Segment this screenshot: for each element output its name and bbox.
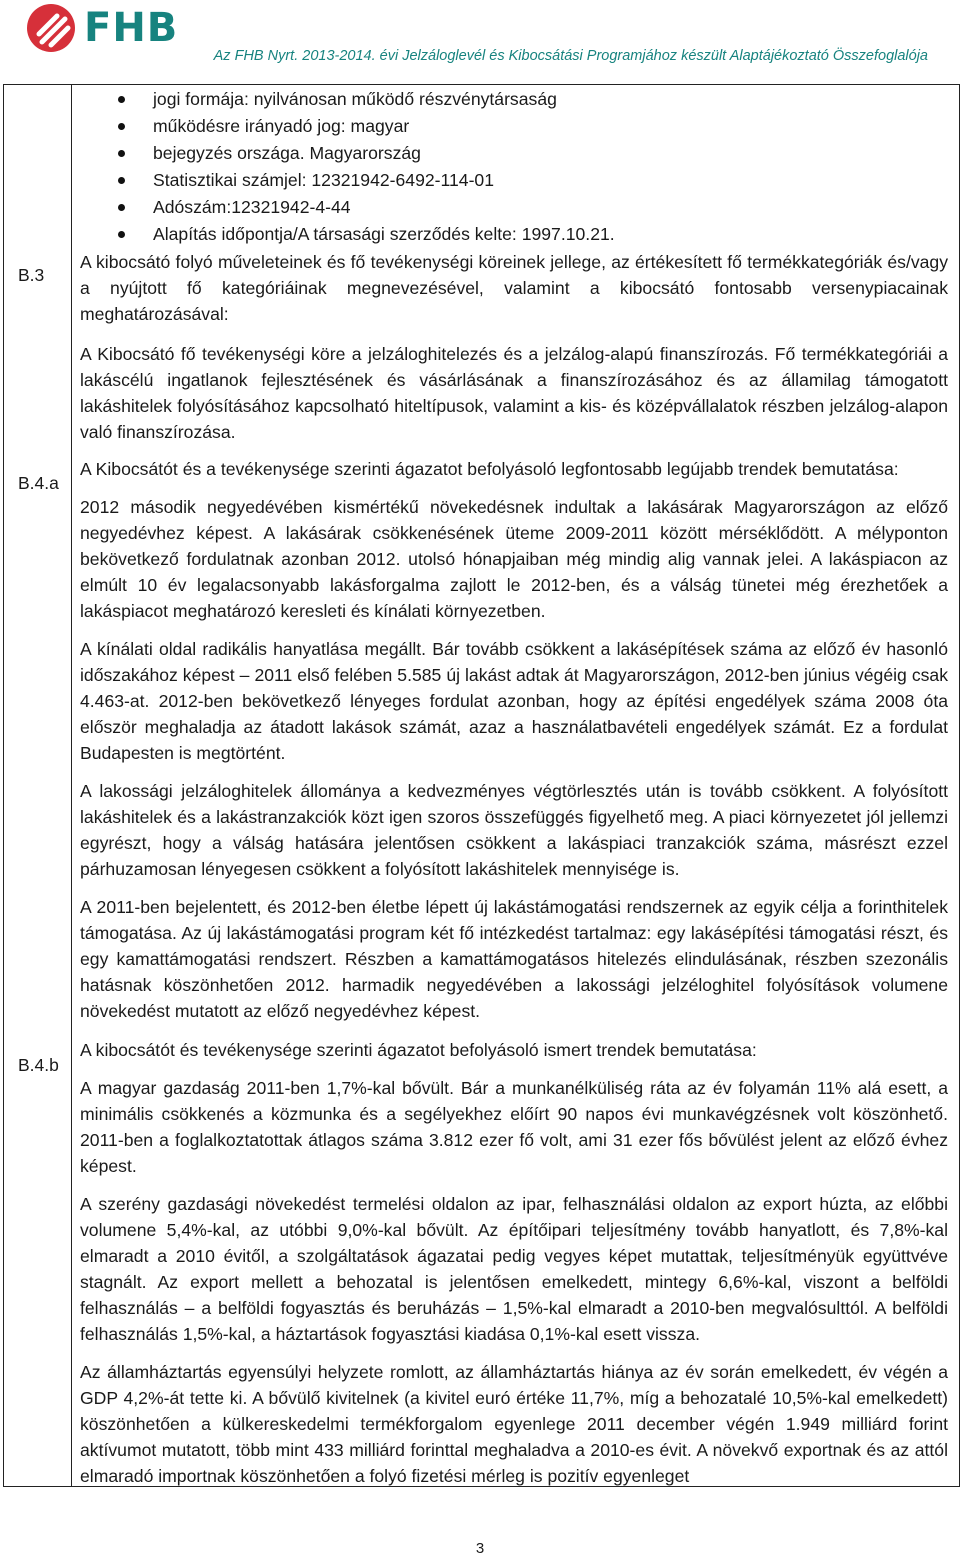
section-label-b4a: B.4.a [18, 473, 59, 493]
page-number: 3 [475, 1540, 485, 1557]
b4a-intro: A Kibocsátót és a tevékenysége szerinti ágazatot befolyásoló legfontosabb legújabb trendek bemutatása: [80, 459, 899, 479]
b4a-paragraph: 2012 második negyedévében kismértékű növekedésnek indultak a lakásárak Magyarországon az előző negyedévhez képest. A lakásárak csökkenésének üteme 2009-2011 között mérséklődött. A mélyponton bekövetkező fordulatnak azonban 2012. utolsó hónapjaiban még mindig alig vannak jelei. A lakáspiacon az elmúlt 10 év legalacsonyabb lakásforgalma zajlott le 2012-ben, és a válság tünetei még érezhetőek a lakáspiacot meghatározó keresleti és kínálati környezetben. [80, 497, 948, 621]
b3-body: A Kibocsátó fő tevékenységi köre a jelzáloghitelezés és a jelzálog-alapú finanszírozás. Fő termékkategóriái a lakáscélú ingatlanok fejlesztésének és vásárlásának a finanszírozásához és az államilag támogatott lakáshitelek folyósításához kapcsolható hiteltípusok, valamint a kis- és középvállalatok részben jelzálog-alapon való finanszírozása. [80, 344, 948, 442]
b3-intro: A kibocsátó folyó műveleteinek és fő tevékenységi köreinek jellege, az értékesített fő termékkategóriák és/vagy a nyújtott fő kategóriáinak megnevezésével, valamint a kibocsátó fontosabb versenypiacainak meghatározásával: [80, 252, 948, 324]
fhb-logo-mark-icon [27, 4, 75, 52]
fact-stat-number: Statisztikai számjel: 12321942-6492-114-01 [80, 167, 948, 194]
column-divider [71, 85, 72, 1486]
b4b-content [80, 1037, 948, 1486]
b4b-paragraph: A szerény gazdasági növekedést termelési oldalon az ipar, felhasználási oldalon az export húzta, az előbbi volumene 5,4%-kal, az utóbbi 9,0%-kal bővült. Az építőipari teljesítmény tovább hanyatlott, és 7,8%-kal elmaradt a 2010 évitől, a szolgáltatások ágazatai pedig vegyes képet mutattak, teljesítményük együttvéve stagnált. Az export mellett a behozatal is jelentősen emelkedett, mintegy 6,6%-kal, viszont a belföldi felhasználás – a belföldi fogyasztás és beruházás – 1,5%-kal elmaradt a 2010-ben megvalósulttól. A belföldi felhasználás 1,5%-kal, a háztartások fogyasztási kiadása 0,1%-kal esett vissza. [80, 1194, 948, 1344]
fact-governing-law: működésre irányadó jog: magyar [80, 113, 948, 140]
fhb-logo [27, 4, 178, 52]
logo-text: FHB [84, 5, 179, 51]
fact-tax-number: Adószám:12321942-4-44 [80, 194, 948, 221]
fact-country: bejegyzés országa. Magyarország [80, 140, 948, 167]
b4b-intro: A kibocsátót és tevékenysége szerinti ágazatot befolyásoló ismert trendek bemutatása: [80, 1040, 757, 1060]
b4a-paragraph: A lakossági jelzáloghitelek állománya a kedvezményes végtörlesztés után is tovább csökkent. A folyósított lakáshitelek és a lakástranzakciók közt igen szoros összefüggés figyelhető meg. A piaci környezetet jól jellemzi egyrészt, hogy a válság hatására jelentősen csökkent a lakáspiaci tranzakciók száma, másrészt ezzel párhuzamosan lényegesen csökkent a folyósított lakáshitelek mennyisége is. [80, 781, 948, 879]
fact-founding-date: Alapítás időpontja/A társasági szerződés kelte: 1997.10.21. [80, 221, 948, 248]
b4a-paragraph: A 2011-ben bejelentett, és 2012-ben életbe lépett új lakástámogatási rendszernek az egyik célja a forinthitelek támogatása. Az új lakástámogatási program két fő intézkedést tartalmaz: egy lakásépítési támogatási részt, és egy kamattámogatási rendszert. Részben a kamattámogatásos hitelezés elindulásának, részben szezonális hatásnak köszönhetően 2012. harmadik negyedévében a lakossági jelzéloghitel folyósítások volumene növekedést mutatott az előző negyedévhez képest. [80, 897, 948, 1021]
page-header [0, 0, 960, 80]
document-title: Az FHB Nyrt. 2013-2014. évi Jelzáloglevél és Kibocsátási Programjához készült Alaptájékoztató Összefoglalója [213, 48, 928, 64]
company-facts-list [80, 86, 948, 248]
fact-legal-form: jogi formája: nyilvánosan működő részvénytársaság [80, 86, 948, 113]
section-label-b3: B.3 [18, 265, 45, 285]
b4a-content [80, 456, 948, 1024]
b4b-paragraph: A magyar gazdaság 2011-ben 1,7%-kal bővült. Bár a munkanélküliség ráta az év folyamán 11% alá esett, a minimális csökkenés a közmunka és a segélyekhez előírt 90 napos évi munkavégzésnek volt köszönhető. 2011-ben a foglalkoztatottak átlagos száma 3.812 ezer fő volt, ami 31 ezer fős bővülést jelent az előző évhez képest. [80, 1078, 948, 1176]
b4b-paragraph: Az államháztartás egyensúlyi helyzete romlott, az államháztartás hiánya az év során emelkedett, év végén a GDP 4,2%-át tette ki. A bővülő kivitelnek (a kivitel euró értéke 11,7%, míg a behozatalé 10,5%-kal emelkedett) köszönhetően a külkereskedelmi termékforgalom egyenlege 2011 december végén 1.949 milliárd forint aktívumot mutatott, több mint 433 milliárd forinttal meghaladva a 2010-es évit. A növekvő exportnak és az attól elmaradó importnak köszönhetően a folyó fizetési mérleg is pozitív egyenleget [80, 1362, 948, 1486]
b4a-paragraph: A kínálati oldal radikális hanyatlása megállt. Bár tovább csökkent a lakásépítések száma az előző év hasonló időszakához képest – 2011 első felében 5.585 új lakást adtak át Magyarországon, 2012-ben június végéig csak 4.463-at. 2012-ben bekövetkező lényeges fordulat azonban, hogy az építési engedélyek száma 2008 óta először meghaladja az átadott lakások számát, azaz a használatbavételi engedélyek számát. Ez a fordulat Budapesten is megtörtént. [80, 639, 948, 763]
section-label-b4b: B.4.b [18, 1055, 59, 1075]
b3-content [80, 249, 948, 445]
